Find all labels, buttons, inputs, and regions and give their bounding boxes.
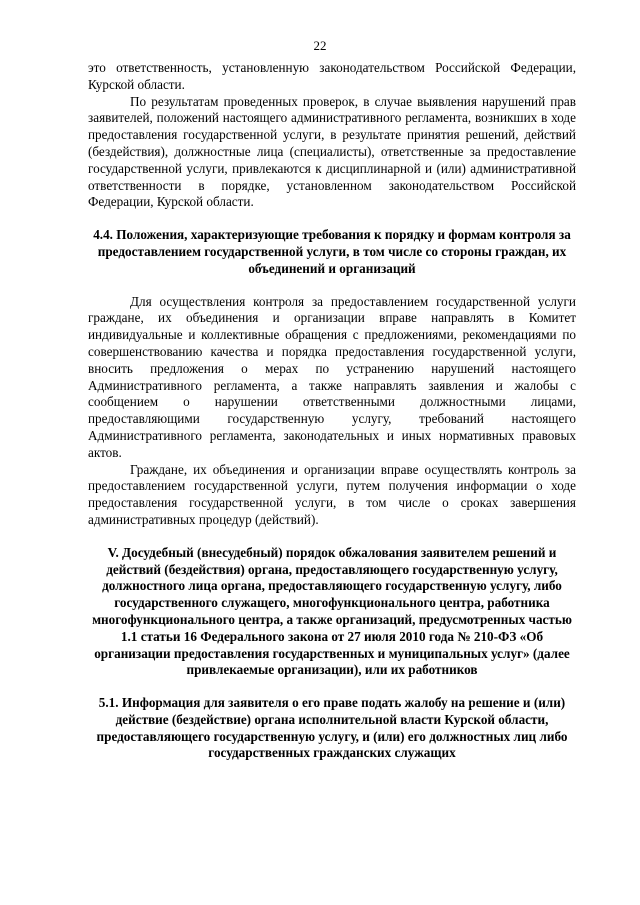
paragraph-citizen-control: Для осуществления контроля за предоставлением государственной услуги граждане, их объединения и организации вправе направлять в Комитет индивидуальные и коллективные обращения с предложениями, рекомендациями по совершенствованию качества и порядка предоставления государственной услуги, вносить предложения о мерах по устранению нарушений настоящего Административного регламента, а также направлять заявления и жалобы с сообщением о нарушении ответственными должностными лицами, предоставляющими государственную услугу, требований настоящего Административного регламента, законодательных и иных нормативных правовых актов. [88, 293, 576, 460]
section-heading-4-4: 4.4. Положения, характеризующие требования к порядку и формам контроля за предоставлением государственной услуги, в том числе со стороны граждан, их объединений и организаций [93, 227, 571, 276]
section-heading-5-1: 5.1. Информация для заявителя о его праве подать жалобу на решение и (или) действие (бездействие) органа исполнительной власти Курской области, предоставляющего государственную услугу, и (или) его должностных лиц либо государственных гражданских служащих [96, 695, 568, 761]
section-heading-v: V. Досудебный (внесудебный) порядок обжалования заявителем решений и действий (бездействия) органа, предоставляющего государственную услугу, должностного лица органа, предоставляющего государственную услугу, либо государственного служащего, многофункционального центра, работника многофункционального центра, а также организаций, предусмотренных частью 1.1 статьи 16 Федерального закона от 27 июля 2010 года № 210-ФЗ «Об организации предоставления государственных и муниципальных услуг» (далее привлекаемые организации), или их работников [92, 544, 572, 678]
page-number: 22 [313, 38, 327, 53]
paragraph-continuation: это ответственность, установленную законодательством Российской Федерации, Курской области. [88, 60, 576, 92]
paragraph-inspection-results: По результатам проведенных проверок, в случае выявления нарушений прав заявителей, положений настоящего административного регламента, возникших в ходе предоставления государственной услуги, в результате принятия решений, действий (бездействия), должностные лица (специалисты), ответственные за предоставление государственной услуги, привлекаются к дисциплинарной и (или) административной ответственности в порядке, установленном законодательством Российской Федерации, Курской области. [88, 93, 576, 210]
paragraph-citizen-information: Граждане, их объединения и организации вправе осуществлять контроль за предоставлением государственной услуги, путем получения информации о ходе предоставления государственной услуги, в том числе о сроках завершения административных процедур (действий). [88, 461, 576, 527]
page-content [88, 60, 576, 762]
